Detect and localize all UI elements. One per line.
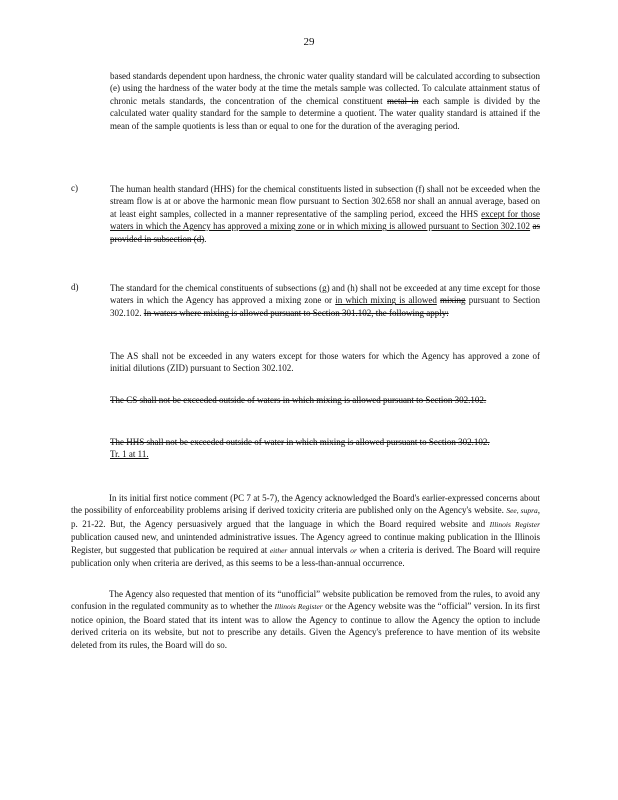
text-run: , p. 21-22. But, the Agency persuasively argued that the language in which the Board required website and (71, 505, 541, 529)
page-number: 29 (303, 36, 315, 48)
text-run: annual intervals (287, 544, 351, 555)
hhs-struck-paragraph (110, 436, 540, 461)
inserted-text: in which mixing is allowed (335, 295, 437, 306)
struck-text: In waters where mixing is allowed pursuant to Section 301.102, the following apply: (143, 307, 449, 318)
section-d-label: d) (71, 282, 79, 292)
body-paragraph-2 (71, 588, 540, 651)
text-run: The human health standard (HHS) for the chemical constituents listed in subsection (f) shall not be exceeded when the stream flow is at or above the harmonic mean flow pursuant to Section 302.658 nor shall an annual average, based on at least eight samples, collected in a manner representative of the sampling period, exceed the HHS (110, 184, 540, 219)
text-run: when a criteria is derived. The Board will require publication only when criteria are derived, as this seems to be a less-than-annual occurrence. (71, 544, 540, 569)
continuation-paragraph (110, 70, 540, 132)
text-run: pursuant to Section 302.102. (110, 295, 541, 318)
text-run: . (204, 233, 207, 244)
italic-text: or (350, 545, 357, 555)
inserted-text: except for those waters in which the Agency has approved a mixing zone or in which mixing is allowed pursuant to Section 302.102 (110, 208, 540, 232)
hhs-citation: Tr. 1 at 11. (110, 449, 149, 460)
struck-text: as provided in subsection (d) (110, 221, 541, 244)
text-run: The Agency also requested that mention of its “unofficial” website publication be removed from the rules, to avoid any confusion in the regulated community as to whether the (71, 589, 540, 612)
cs-struck-paragraph: The CS shall not be exceeded outside of waters in which mixing is allowed pursuant to Section 302.102. (110, 395, 487, 405)
hhs-struck-text: The HHS shall not be exceeded outside of water in which mixing is allowed pursuant to Section 302.102. (110, 437, 490, 447)
section-d-text (110, 282, 540, 319)
struck-text: mixing (440, 295, 466, 306)
italic-text: Illinois Register (274, 602, 323, 612)
section-c-text (110, 183, 540, 245)
struck-text: metal in (387, 95, 419, 106)
italic-text: Illinois Register (489, 519, 540, 529)
text-run: based standards dependent upon hardness, the chronic water quality standard will be calculated according to subsection (e) using the hardness of the water body at the time the metals sample was collected. To calculate attainment status of chronic metals standards, the concentration of the chemical constituent (110, 71, 540, 106)
text-run: The standard for the chemical constituents of subsections (g) and (h) shall not be exceeded at any time except for those waters in which the Agency has approved a mixing zone or (110, 283, 540, 306)
italic-text: See, supra (506, 506, 538, 516)
as-paragraph: The AS shall not be exceeded in any waters except for those waters for which the Agency has approved a zone of initial dilutions (ZID) pursuant to Section 302.102. (110, 351, 540, 374)
text-run: or the Agency website was the “official” version. In its first notice opinion, the Board stated that its intent was to allow the Agency to continue to allow the Agency the option to include derived criteria on its website, but not to prescribe any details. Given the Agency's preference to have mention of its website deleted from its rules, the Board will do so. (71, 601, 540, 650)
text-run: each sample is divided by the calculated water quality standard for the sample to determine a quotient. The water quality standard is attained if the mean of the sample quotients is less than or equal to one for the duration of the averaging period. (110, 95, 540, 131)
text-run: publication caused new, and unintended administrative issues. The Agency agreed to continue making publication in the Illinois Register, but suggested that publication be required at (71, 532, 540, 555)
body-paragraph-1 (71, 492, 540, 569)
section-c-label: c) (71, 183, 78, 193)
italic-text: either (269, 545, 288, 555)
text-run: In its initial first notice comment (PC 7 at 5-7), the Agency acknowledged the Board's earlier-expressed concerns about the possibility of enforceability problems arising if derived toxicity criteria are published only on the Agency's website. (71, 493, 540, 516)
